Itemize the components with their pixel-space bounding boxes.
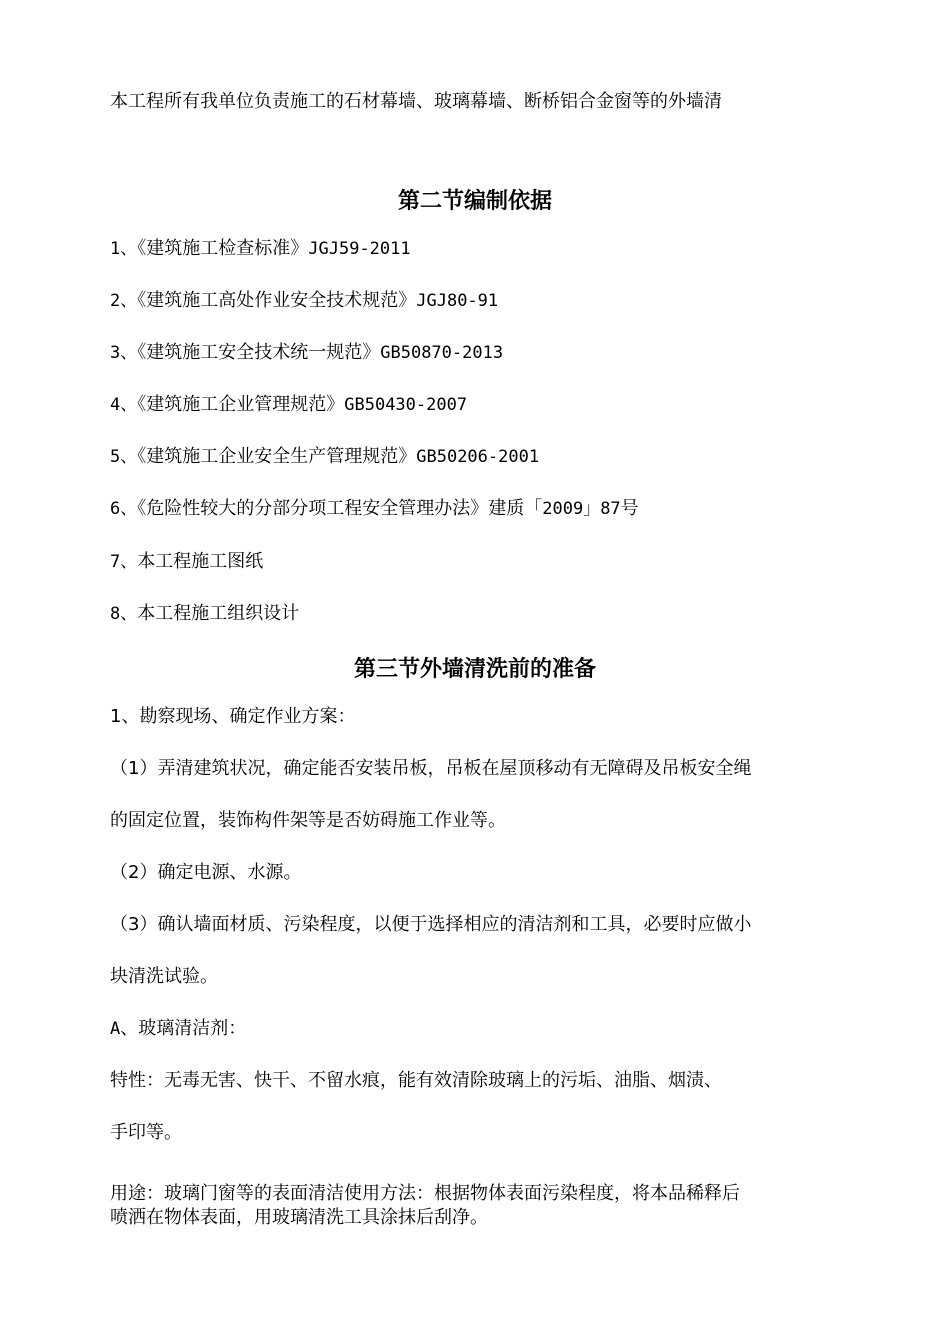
step-1-line-1: （1）弄清建筑状况，确定能否安装吊板，吊板在屋顶移动有无障碍及吊板安全绳 bbox=[110, 758, 752, 779]
item-name: 本工程施工图纸 bbox=[137, 551, 264, 572]
glass-cleaner-heading bbox=[110, 1018, 246, 1040]
reference-item-3 bbox=[110, 342, 503, 364]
step-3-line-1: （3）确认墙面材质、污染程度，以便于选择相应的清洁剂和工具，必要时应做小 bbox=[110, 914, 752, 935]
item-letter: A bbox=[110, 1019, 121, 1039]
step-3-line-2: 块清洗试验。 bbox=[110, 966, 218, 987]
reference-item-7 bbox=[110, 551, 263, 573]
item-title: 、玻璃清洁剂： bbox=[120, 1018, 247, 1039]
reference-item-2 bbox=[110, 290, 498, 312]
usage-line-2: 喷洒在物体表面，用玻璃清洗工具涂抹后刮净。 bbox=[110, 1207, 488, 1228]
reference-item-8 bbox=[110, 603, 299, 625]
item-suffix: 号 bbox=[620, 498, 639, 519]
item-code: JGJ59-2011 bbox=[308, 239, 411, 259]
item-number: 7、 bbox=[110, 552, 138, 572]
item-name: 《建筑施工企业管理规范》 bbox=[137, 394, 345, 415]
reference-item-6 bbox=[110, 498, 639, 520]
item-code: 2009」87 bbox=[542, 499, 621, 519]
item-name: 《危险性较大的分部分项工程安全管理办法》建质「 bbox=[137, 498, 543, 519]
item-name: 《建筑施工安全技术统一规范》 bbox=[137, 342, 381, 363]
item-name: 《建筑施工检查标准》 bbox=[137, 238, 309, 259]
item-name: 《建筑施工企业安全生产管理规范》 bbox=[137, 446, 417, 467]
item-number: 5、 bbox=[110, 447, 138, 467]
item-number: 3、 bbox=[110, 343, 138, 363]
reference-item-4 bbox=[110, 394, 467, 416]
item-name: 《建筑施工高处作业安全技术规范》 bbox=[137, 290, 417, 311]
reference-item-5 bbox=[110, 446, 539, 468]
intro-paragraph: 本工程所有我单位负责施工的石材幕墙、玻璃幕墙、断桥铝合金窗等的外墙清 bbox=[110, 91, 722, 112]
item-code: GB50430-2007 bbox=[344, 395, 468, 415]
section-2-heading: 第二节编制依据 bbox=[397, 189, 552, 214]
item-number: 2、 bbox=[110, 291, 138, 311]
reference-item-1 bbox=[110, 238, 411, 260]
step-2: （2）确定电源、水源。 bbox=[110, 862, 302, 883]
item-number: 8、 bbox=[110, 604, 138, 624]
item-name: 本工程施工组织设计 bbox=[137, 603, 300, 624]
item-code: GB50206-2001 bbox=[416, 447, 540, 467]
usage-line-1: 用途：玻璃门窗等的表面清洁使用方法：根据物体表面污染程度，将本品稀释后 bbox=[110, 1183, 740, 1204]
section-3-heading: 第三节外墙清洗前的准备 bbox=[353, 657, 596, 682]
item-number: 1、 bbox=[110, 239, 138, 259]
item-code: GB50870-2013 bbox=[380, 343, 504, 363]
survey-item-1: 1、勘察现场、确定作业方案： bbox=[110, 706, 356, 727]
item-code: JGJ80-91 bbox=[416, 291, 499, 311]
item-number: 6、 bbox=[110, 499, 138, 519]
step-1-line-2: 的固定位置，装饰构件架等是否妨碍施工作业等。 bbox=[110, 810, 506, 831]
feature-line-2: 手印等。 bbox=[110, 1122, 182, 1143]
feature-line-1: 特性：无毒无害、快干、不留水痕，能有效清除玻璃上的污垢、油脂、烟渍、 bbox=[110, 1070, 722, 1091]
item-number: 4、 bbox=[110, 395, 138, 415]
